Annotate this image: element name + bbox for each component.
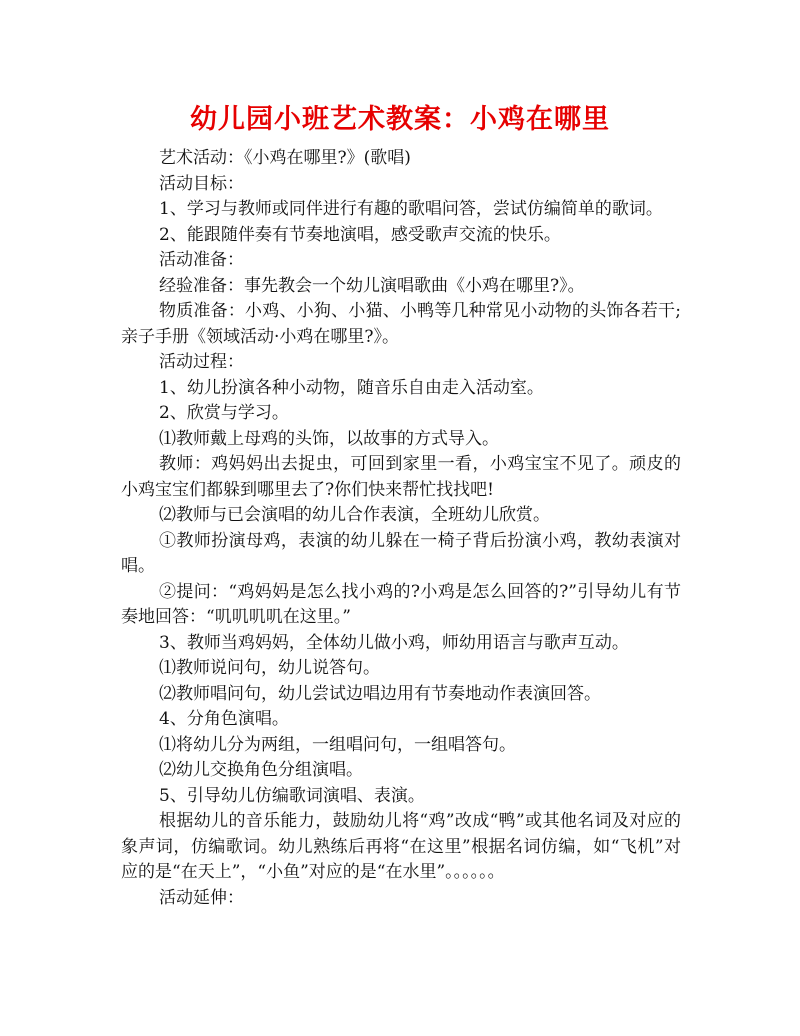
paragraph-goal-2: 2、能跟随伴奏有节奏地演唱，感受歌声交流的快乐。	[159, 224, 561, 245]
paragraph-step-4-2: ⑵幼儿交换角色分组演唱。	[159, 760, 363, 780]
paragraph-experience-prep: 经验准备：事先教会一个幼儿演唱歌曲《小鸡在哪里?》。	[159, 275, 585, 296]
paragraph-step-4: 4、分角色演唱。	[159, 709, 289, 729]
paragraph-step-2-1: ⑴教师戴上母鸡的头饰，以故事的方式导入。	[159, 428, 499, 449]
heading-extension: 活动延伸：	[159, 887, 244, 908]
paragraph-step-2-2-a: ①教师扮演母鸡，表演的幼儿躲在一椅子背后扮演小鸡，教幼表演对唱。	[121, 530, 681, 576]
document-body	[121, 146, 681, 911]
heading-process: 活动过程：	[159, 352, 244, 372]
paragraph-step-4-1: ⑴将幼儿分为两组，一组唱问句，一组唱答句。	[159, 734, 516, 755]
page-title: 幼儿园小班艺术教案：小鸡在哪里	[190, 104, 610, 135]
paragraph-step-1: 1、幼儿扮演各种小动物，随音乐自由走入活动室。	[159, 377, 544, 398]
paragraph-step-3-1: ⑴教师说问句，幼儿说答句。	[159, 658, 380, 678]
paragraph-activity-name: 艺术活动：《小鸡在哪里?》(歌唱)	[159, 148, 411, 168]
paragraph-step-5: 5、引导幼儿仿编歌词演唱、表演。	[159, 785, 425, 806]
paragraph-goal-1: 1、学习与教师或同伴进行有趣的歌唱问答，尝试仿编简单的歌词。	[159, 199, 663, 219]
paragraph-teacher-story: 教师：鸡妈妈出去捉虫，可回到家里一看，小鸡宝宝不见了。顽皮的小鸡宝宝们都躲到哪里去了?你们快来帮忙找找吧!	[121, 454, 681, 500]
paragraph-step-2-2-b: ②提问：“鸡妈妈是怎么找小鸡的?小鸡是怎么回答的?”引导幼儿有节奏地回答：“叽叽叽叽在这里。”	[121, 581, 681, 627]
heading-preparation: 活动准备：	[159, 250, 244, 270]
paragraph-lyrics-adaptation: 根据幼儿的音乐能力，鼓励幼儿将“鸡”改成“鸭”或其他名词及对应的象声词，仿编歌词。幼儿熟练后再将“在这里”根据名词仿编，如“飞机”对应的是“在天上”，“小鱼”对应的是“在水里”。。。。。。	[121, 811, 681, 882]
paragraph-step-3-2: ⑵教师唱问句，幼儿尝试边唱边用有节奏地动作表演回答。	[159, 683, 601, 704]
paragraph-step-2-2: ⑵教师与已会演唱的幼儿合作表演，全班幼儿欣赏。	[159, 505, 550, 525]
paragraph-step-2: 2、欣赏与学习。	[159, 403, 289, 423]
paragraph-material-prep: 物质准备：小鸡、小狗、小猫、小鸭等几种常见小动物的头饰各若干;亲子手册《领域活动·小鸡在哪里?》。	[121, 301, 681, 347]
heading-goals: 活动目标：	[159, 173, 244, 194]
paragraph-step-3: 3、教师当鸡妈妈，全体幼儿做小鸡，师幼用语言与歌声互动。	[159, 632, 629, 653]
